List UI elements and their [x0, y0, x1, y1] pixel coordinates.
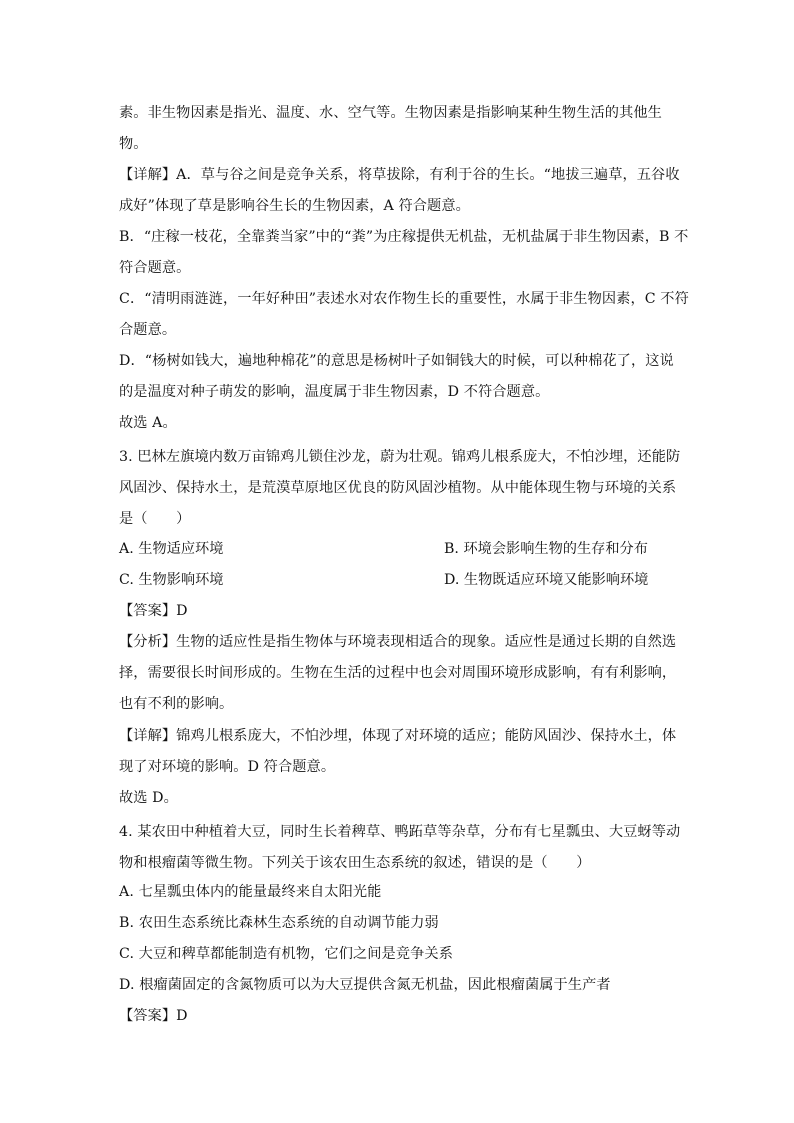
question-4-stem: 物和根瘤菌等微生物。下列关于该农田生态系统的叙述，错误的是（ ）	[119, 855, 591, 871]
answer-label: 【答案】D	[119, 1008, 188, 1024]
text-line: 合题意。	[119, 322, 177, 338]
option-a: A. 七星瓢虫体内的能量最终来自太阳光能	[119, 884, 382, 900]
answer-label: 【答案】D	[119, 603, 188, 619]
option-b: B. 农田生态系统比森林生态系统的自动调节能力弱	[119, 915, 439, 931]
analysis-text: 择，需要很长时间形成的。生物在生活的过程中也会对周围环境形成影响，有有利影响，	[119, 665, 677, 681]
explanation-text: 现了对环境的影响。D 符合题意。	[119, 759, 336, 775]
option-d: D. 根瘤菌固定的含氮物质可以为大豆提供含氮无机盐，因此根瘤菌属于生产者	[119, 977, 611, 993]
option-c: C. 生物影响环境	[119, 572, 224, 588]
option-d: D. 生物既适应环境又能影响环境	[444, 572, 649, 588]
text-line: 成好”体现了草是影响谷生长的生物因素，A 符合题意。	[119, 198, 470, 214]
question-3-options-row	[119, 539, 679, 559]
analysis-text: 也有不利的影响。	[119, 696, 234, 712]
text-line: 【详解】A．草与谷之间是竞争关系，将草拔除，有利于谷的生长。“地拔三遍草，五谷收	[119, 167, 680, 183]
text-line: D．“杨树如钱大，遍地种棉花”的意思是杨树叶子如铜钱大的时候，可以种棉花了，这说	[119, 353, 674, 369]
question-3-stem: 3. 巴林左旗境内数万亩锦鸡儿锁住沙龙，蔚为壮观。锦鸡儿根系庞大，不怕沙埋，还能防	[119, 449, 681, 465]
explanation-text: 【详解】锦鸡儿根系庞大，不怕沙埋，体现了对环境的适应；能防风固沙、保持水土，体	[119, 728, 677, 744]
answer-conclusion: 故选 A。	[119, 415, 177, 431]
answer-conclusion: 故选 D。	[119, 790, 178, 806]
option-a: A. 生物适应环境	[119, 541, 224, 557]
text-line: B．“庄稼一枝花，全靠粪当家”中的“粪”为庄稼提供无机盐，无机盐属于非生物因素，B 不	[119, 229, 689, 245]
text-line: 素。非生物因素是指光、温度、水、空气等。生物因素是指影响某种生物生活的其他生	[119, 105, 662, 121]
option-b: B. 环境会影响生物的生存和分布	[444, 541, 648, 557]
question-3-stem: 风固沙、保持水土，是荒漠草原地区优良的防风固沙植物。从中能体现生物与环境的关系	[119, 480, 677, 496]
text-line: 的是温度对种子萌发的影响，温度属于非生物因素，D 不符合题意。	[119, 384, 550, 400]
question-3-options-row	[119, 570, 679, 590]
question-3-stem: 是（ ）	[119, 511, 191, 527]
text-line: C．“清明雨涟涟，一年好种田”表述水对农作物生长的重要性，水属于非生物因素，C 不符	[119, 291, 689, 307]
question-4-stem: 4. 某农田中种植着大豆，同时生长着稗草、鸭跖草等杂草，分布有七星瓢虫、大豆蚜等动	[119, 824, 681, 840]
text-line: 符合题意。	[119, 260, 191, 276]
option-c: C. 大豆和稗草都能制造有机物，它们之间是竞争关系	[119, 946, 453, 962]
text-line: 物。	[119, 136, 148, 152]
analysis-text: 【分析】生物的适应性是指生物体与环境表现相适合的现象。适应性是通过长期的自然选	[119, 634, 677, 650]
